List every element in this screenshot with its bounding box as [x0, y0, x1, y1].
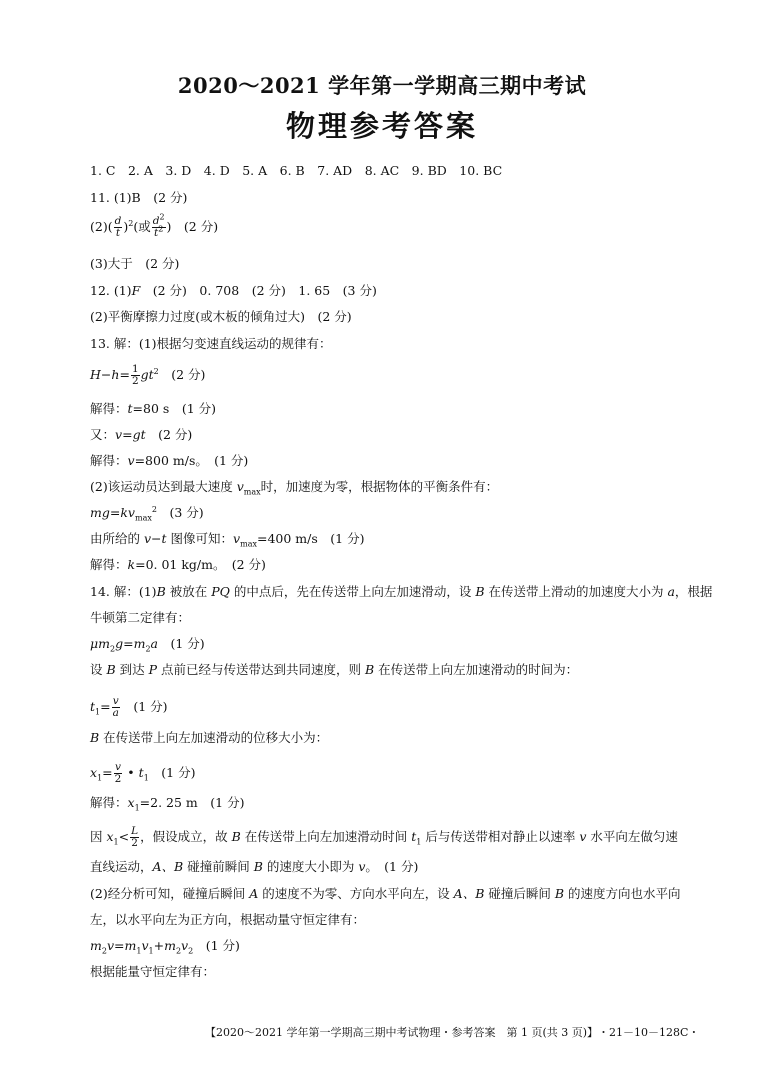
text: 设	[90, 662, 107, 677]
subscript: 2	[188, 946, 194, 956]
q11-frac-d2-t2	[152, 212, 166, 239]
q13-part2	[90, 479, 498, 495]
frac-L-over-2	[130, 826, 139, 849]
var-v: v	[358, 859, 366, 874]
frac-numerator: 1	[131, 363, 139, 375]
text: 碰撞前瞬间	[183, 859, 254, 874]
label: 又：	[90, 427, 116, 442]
subscript: max	[243, 487, 261, 497]
q14-line5	[90, 826, 678, 849]
var-A: A	[249, 886, 259, 901]
frac-denominator: 2	[114, 773, 122, 785]
equals: =	[119, 367, 130, 382]
var-B: B	[106, 662, 116, 677]
q13-sol3	[90, 557, 266, 573]
equals: =	[114, 938, 125, 953]
var-v: v	[236, 479, 244, 494]
var-v: v	[181, 938, 189, 953]
score: (3 分)	[156, 505, 204, 520]
frac-denominator: t	[115, 227, 121, 239]
frac-denominator: t	[153, 227, 159, 239]
var-a: a	[667, 584, 675, 599]
exponent: 2	[128, 218, 134, 228]
subscript: max	[240, 539, 257, 549]
text: 水平向左做匀速	[586, 829, 678, 844]
text: 在传送带上向左加速滑动时间	[240, 829, 412, 844]
text: 的速度大小即为	[262, 859, 359, 874]
var-kv: kv	[120, 505, 135, 520]
var-B: B	[156, 584, 166, 599]
frac-denominator: 2	[131, 837, 138, 849]
var-v: v	[233, 531, 241, 546]
text: 的中点后，先在传送带上向左加速滑动，设	[229, 584, 476, 599]
var-B: B	[365, 662, 375, 677]
less-than: <	[118, 829, 130, 844]
var-t: t	[138, 765, 144, 780]
q12-label: 12. (1)	[90, 283, 132, 298]
frac-one-half	[131, 364, 140, 387]
var-B: B	[231, 829, 241, 844]
q13-sol2	[90, 453, 248, 469]
plus: +	[153, 938, 165, 953]
text: 后与传送带相对静止以速率	[421, 829, 580, 844]
var-h: h	[111, 367, 120, 382]
dot: •	[123, 765, 139, 780]
label: 解得：	[90, 557, 128, 572]
text: (2)该运动员达到最大速度	[90, 479, 237, 494]
var-a: a	[150, 636, 158, 651]
text: 的速度不为零、方向水平向左，设	[258, 886, 454, 901]
q11-part1: 11. (1)B (2 分)	[90, 190, 188, 205]
value: =800 m/s。 (1 分)	[134, 453, 249, 468]
subscript: 2	[101, 946, 107, 956]
text: ，根据	[674, 584, 713, 599]
var-B: B	[475, 584, 485, 599]
q13-intro: 13. 解：(1)根据匀变速直线运动的规律有：	[90, 336, 332, 351]
text: 在传送带上向左加速滑动的位移大小为：	[99, 730, 329, 745]
var-x: x	[106, 829, 114, 844]
subscript: 2	[175, 946, 182, 956]
score: (2 分)	[158, 367, 206, 382]
value: =0. 01 kg/m。 (2 分)	[135, 557, 266, 572]
label: 解得：	[90, 401, 128, 416]
score: (1 分)	[148, 765, 196, 780]
frac-numerator: v	[112, 695, 119, 707]
frac-numerator: d	[152, 215, 160, 227]
var-B: B	[90, 730, 100, 745]
var-m: m	[124, 938, 137, 953]
var-t: t	[127, 401, 133, 416]
var-v: v	[143, 531, 152, 546]
var-mu-m: μm	[90, 636, 110, 651]
var-x: x	[127, 795, 135, 810]
var-m: m	[90, 938, 102, 953]
q11-frac-d-t	[114, 216, 123, 239]
var-P: P	[148, 662, 158, 677]
var-gt: gt	[132, 427, 146, 442]
var-m: m	[164, 938, 176, 953]
q14-line3	[90, 662, 578, 678]
equals: =	[123, 636, 134, 651]
value: =2. 25 m (1 分)	[139, 795, 245, 810]
var-t: t	[161, 531, 167, 546]
text: 在传送带上向左加速滑动的时间为：	[374, 662, 579, 677]
text: 在传送带上滑动的加速度大小为	[484, 584, 668, 599]
q13-eq3	[90, 505, 204, 521]
q14-line7	[90, 886, 681, 902]
var-v: v	[115, 427, 123, 442]
q14-line2: 牛顿第二定律有：	[90, 610, 191, 625]
q14-line1	[90, 584, 712, 600]
subscript: 2	[145, 644, 151, 654]
text: 由所给的	[90, 531, 144, 546]
equals: =	[122, 427, 133, 442]
text: ，假设成立，故	[140, 829, 232, 844]
equals: =	[100, 699, 111, 714]
minus: −	[100, 367, 112, 382]
text: 图像可知：	[166, 531, 234, 546]
var-mg: mg	[90, 505, 110, 520]
q11-p2-prefix: (2)(	[90, 219, 113, 234]
q12-values: (2 分) 0. 708 (2 分) 1. 65 (3 分)	[140, 283, 377, 298]
value: =400 m/s (1 分)	[256, 531, 365, 546]
q14-line4	[90, 730, 328, 746]
q14-eq2	[90, 696, 168, 719]
label: 解得：	[90, 795, 128, 810]
value: =80 s (1 分)	[132, 401, 216, 416]
var-v: v	[106, 938, 115, 953]
label: 解得：	[90, 453, 128, 468]
q11-p2-score: ) (2 分)	[166, 219, 219, 234]
text: 的速度方向也水平向	[564, 886, 681, 901]
frac-denominator: 2	[131, 375, 139, 387]
var-t: t	[90, 699, 96, 714]
text: 。 (1 分)	[365, 859, 419, 874]
frac-numerator: L	[131, 825, 139, 837]
exponent: 2	[151, 504, 157, 514]
subscript: 1	[416, 837, 422, 847]
frac-v-over-2	[114, 762, 123, 785]
score: (1 分)	[157, 636, 205, 651]
text: 点前已经与传送带达到共同速度，则	[157, 662, 365, 677]
text: 14. 解：(1)	[90, 584, 157, 599]
q14-line9: 根据能量守恒定律有：	[90, 964, 216, 979]
q14-eq3	[90, 762, 195, 785]
subscript: 1	[97, 773, 103, 783]
var-gt: gt	[140, 367, 154, 382]
equals: =	[102, 765, 113, 780]
q13-graph-line	[90, 531, 364, 547]
subscript: 1	[136, 946, 142, 956]
q13-sol1	[90, 401, 216, 417]
q13-eq2	[90, 427, 192, 443]
q14-eq4	[90, 938, 240, 954]
var-x: x	[90, 765, 98, 780]
q11-p2-or: (或	[133, 219, 151, 234]
var-v: v	[141, 938, 149, 953]
frac-numerator: v	[115, 761, 121, 773]
subscript: 1	[148, 946, 154, 956]
q12-var-f: F	[131, 283, 141, 298]
text: 碰撞后瞬间	[484, 886, 555, 901]
q12-part1	[90, 283, 377, 299]
dash: −	[151, 531, 162, 546]
mc-answers: 1. C 2. A 3. D 4. D 5. A 6. B 7. AD 8. AC 9. BD 10. BC	[90, 163, 503, 178]
exponent: 2	[158, 224, 164, 234]
var-AB: A、B	[453, 886, 485, 901]
q13-eq1	[90, 364, 205, 387]
equals: =	[109, 505, 121, 520]
page-code: ・21－10－128C・	[598, 1026, 700, 1039]
var-g: g	[115, 636, 124, 651]
subscript: 1	[143, 773, 149, 783]
frac-v-over-a	[112, 696, 120, 719]
var-B: B	[253, 859, 263, 874]
score: (2 分)	[145, 427, 193, 442]
subscript: 1	[134, 803, 140, 813]
score: (1 分)	[193, 938, 240, 953]
var-m: m	[133, 636, 146, 651]
q11-part3: (3)大于 (2 分)	[90, 256, 180, 271]
text: 因	[90, 829, 107, 844]
var-H: H	[90, 367, 101, 382]
subscript: 1	[95, 707, 101, 717]
text: 直线运动，	[90, 859, 153, 874]
frac-numerator: d	[114, 215, 122, 227]
q14-line8: 左，以水平向左为正方向，根据动量守恒定律有：	[90, 912, 366, 927]
subscript: 2	[109, 644, 116, 654]
var-v: v	[579, 829, 587, 844]
var-v: v	[127, 453, 135, 468]
page-title: 2020～2021 学年第一学期高三期中考试	[177, 73, 587, 98]
var-PQ: PQ	[211, 584, 230, 599]
var-B: B	[554, 886, 565, 901]
text: (2)经分析可知，碰撞后瞬间	[90, 886, 250, 901]
score: (1 分)	[120, 699, 168, 714]
text: 时，加速度为零，根据物体的平衡条件有：	[260, 479, 499, 494]
var-AB: A、B	[152, 859, 184, 874]
q14-eq1	[90, 636, 205, 652]
subscript: max	[134, 513, 152, 523]
q12-part2: (2)平衡摩擦力过度(或木板的倾角过大) (2 分)	[90, 309, 352, 324]
var-k: k	[127, 557, 136, 572]
page-footer: 【2020～2021 学年第一学期高三期中考试物理・参考答案 第 1 页(共 3 页)】	[205, 1026, 599, 1039]
frac-denominator: a	[112, 707, 119, 719]
q11-part2: (2)( $\frac{d}{t}$ )$^2$(或 $\frac{d^2}{t^2}$ ) (2 分)	[90, 212, 219, 239]
q14-sol	[90, 795, 244, 811]
subscript: 1	[113, 837, 119, 847]
text: 被放在	[165, 584, 212, 599]
text: 到达	[115, 662, 149, 677]
exponent: 2	[159, 212, 165, 222]
var-t: t	[411, 829, 417, 844]
exponent: 2	[153, 366, 159, 376]
page-subtitle: 物理参考答案	[285, 109, 478, 143]
q14-line6	[90, 859, 418, 875]
